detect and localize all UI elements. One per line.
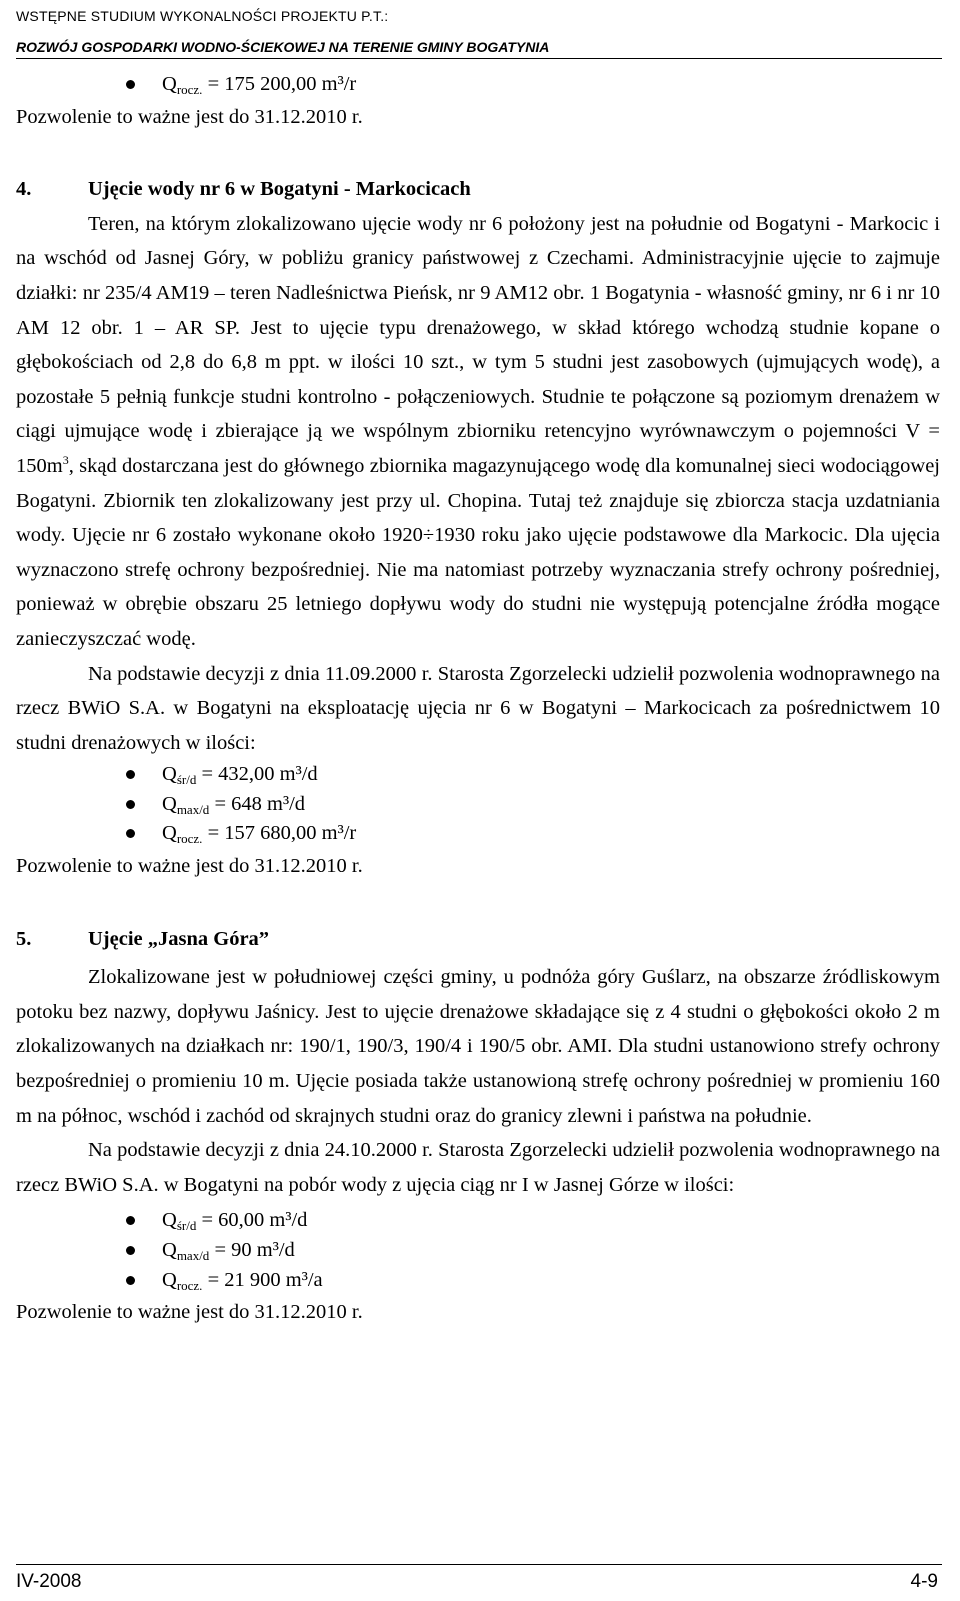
- section-5-bullet-list: [16, 1206, 940, 1295]
- page-header: [16, 6, 944, 58]
- section-heading-5: 5. Ujęcie „Jasna Góra”: [16, 927, 270, 950]
- list-item: $Q_{rocz.} = 157$ 680,00 m³/r: [16, 819, 940, 849]
- header-project-line: WSTĘPNE STUDIUM WYKONALNOŚCI PROJEKTU P.T.:: [16, 8, 389, 24]
- section-heading-4: 4. Ujęcie wody nr 6 w Bogatyni - Markocicach: [16, 178, 471, 201]
- page-footer: [16, 1568, 938, 1596]
- section-4-bullet-list: [16, 760, 940, 849]
- list-item: $Q_{max/d} = 648$ m³/d: [16, 790, 940, 820]
- document-body: [16, 70, 940, 1330]
- list-item: $Q_{śr/d} = 60,00$ m³/d: [16, 1206, 940, 1236]
- footer-divider: [16, 1564, 942, 1565]
- validity-note: Pozwolenie to ważne jest do 31.12.2010 r.: [16, 855, 363, 878]
- section-5-paragraph-1: Zlokalizowane jest w południowej części gminy, u podnóża góry Guślarz, na obszarze źródliskowym potoku bez nazwy, dopływu Jaśnicy. Jest to ujęcie drenażowe składające się z 4 studni o głębokości około 2 m zlokalizowanych na działkach nr: 190/1, 190/3, 190/4 i 190/5 obr. AMI. Dla studni ustanowiono strefy ochrony bezpośredniej o promieniu 10 m. Ujęcie posiada także ustanowioną strefę ochrony pośredniej w promieniu 160 m na północ, wschód i zachód od skrajnych studni oraz do granicy zlewni i państwa na południe.: [16, 966, 940, 1127]
- validity-note: Pozwolenie to ważne jest do 31.12.2010 r.: [16, 105, 363, 128]
- header-title-line: ROZWÓJ GOSPODARKI WODNO-ŚCIEKOWEJ NA TERENIE GMINY BOGATYNIA: [16, 39, 550, 55]
- top-bullet-list: [16, 70, 940, 100]
- list-item: $Q_{śr/d} = 432,00$ m³/d: [16, 760, 940, 790]
- footer-date: IV-2008: [16, 1571, 82, 1592]
- page-number: 4-9: [910, 1571, 938, 1592]
- section-4-paragraph-1: Teren, na którym zlokalizowano ujęcie wody nr 6 położony jest na południe od Bogatyni - Markocic i na wschód od Jasnej Góry, w pobliżu granicy państwowej z Czechami. Administracyjnie ujęcie to zajmuje działki: nr 235/4 AM19 – teren Nadleśnictwa Pieńsk, nr 9 AM12 obr. 1 Bogatynia - własność gminy, nr 6 i nr 10 AM 12 obr. 1 – AR SP. Jest to ujęcie typu drenażowego, w skład którego wchodzą studnie kopane o głębokościach od 2,8 do 6,8 m ppt. w ilości 10 szt., w tym 5 studni jest zasobowych (ujmujących wodę), a pozostałe 5 pełnią funkcje studni kontrolno - połączeniowych. Studnie te połączone są poziomym drenażem w ciągi ujmujące wodę i zbierające ją we wspólnym zbiorniku retencyjno wyrównawczym o pojemności $V = 150m^3$, skąd dostarczana jest do głównego zbiornika magazynującego wodę dla komunalnej sieci wodociągowej Bogatyni. Zbiornik ten zlokalizowany jest przy ul. Chopina. Tutaj też znajduje się zbiorcza stacja uzdatniania wody. Ujęcie nr 6 zostało wykonane około 1920÷1930 roku jako ujęcie podstawowe dla Markocic. Dla ujęcia wyznaczono strefę ochrony bezpośredniej. Nie ma natomiast potrzeby wyznaczania strefy ochrony pośredniej, ponieważ w obrębie obszaru 25 letniego dopływu wody do studni nie występują potencjalne źródła mogące zanieczyszczać wodę.: [16, 212, 940, 650]
- section-5-paragraph-2: Na podstawie decyzji z dnia 24.10.2000 r. Starosta Zgorzelecki udzielił pozwolenia wodnoprawnego na rzecz BWiO S.A. w Bogatyni na pobór wody z ujęcia ciąg nr I w Jasnej Górze w ilości:: [16, 1139, 940, 1196]
- validity-note: Pozwolenie to ważne jest do 31.12.2010 r.: [16, 1301, 363, 1324]
- list-item: $Q_{max/d} = 90$ m³/d: [16, 1236, 940, 1266]
- header-divider: [16, 58, 942, 59]
- list-item: $Q_{rocz.} = 21$ 900 m³/a: [16, 1266, 940, 1296]
- list-item: $Q_{rocz.} = 175$ 200,00 m³/r: [16, 70, 940, 100]
- section-4-paragraph-2: Na podstawie decyzji z dnia 11.09.2000 r. Starosta Zgorzelecki udzielił pozwolenia wodnoprawnego na rzecz BWiO S.A. w Bogatyni na eksploatację ujęcia nr 6 w Bogatyni – Markocicach za pośrednictwem 10 studni drenażowych w ilości:: [16, 662, 940, 754]
